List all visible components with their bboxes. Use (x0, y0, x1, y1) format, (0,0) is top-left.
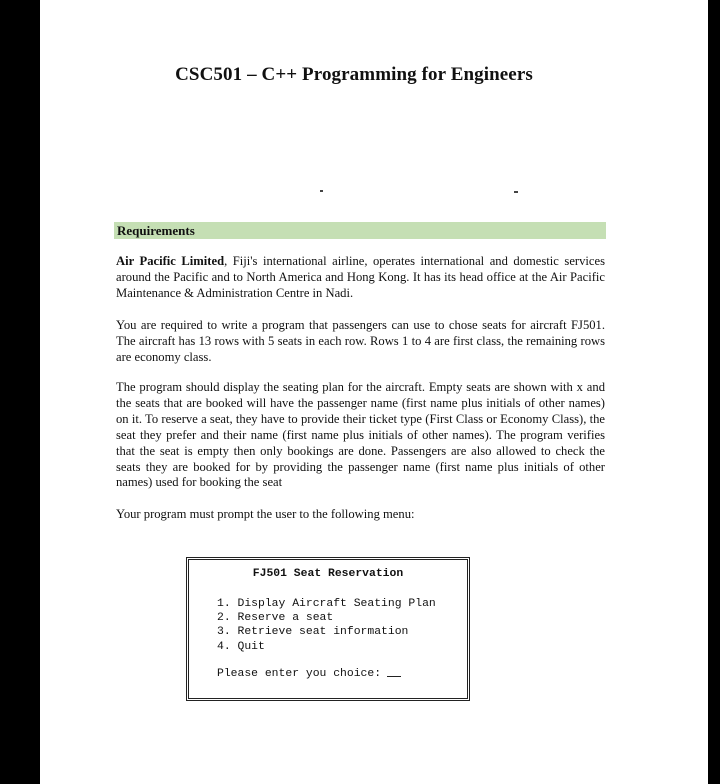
menu-item-reserve-seat: 2. Reserve a seat (217, 612, 334, 625)
input-cursor (387, 676, 401, 677)
menu-title: FJ501 Seat Reservation (252, 568, 404, 580)
menu-item-quit: 4. Quit (217, 640, 265, 653)
requirements-heading: Requirements (114, 222, 606, 239)
paragraph-program-behaviour: The program should display the seating plan for the aircraft. Empty seats are shown with x and the seats that are booked will have the passenger name (first name plus initials of other names) on it. To reserve a seat, they have to provide their ticket type (First Class or Economy Class), the seat they prefer and their name (first name plus initials of other names). The program verifies that the seat is empty then only bookings are done. Passengers are also allowed to check the seats they are booked for by providing the passenger name (first name plus initials of other names) used for booking the seat (116, 380, 605, 490)
menu-item-retrieve-info: 3. Retrieve seat information (217, 626, 409, 639)
airline-name: Air Pacific Limited (116, 254, 225, 268)
paragraph-menu-intro: Your program must prompt the user to the following menu: (116, 507, 415, 521)
menu-item-display-plan: 1. Display Aircraft Seating Plan (217, 598, 436, 610)
menu-prompt-text: Please enter you choice: (217, 668, 382, 680)
paragraph-program-task: You are required to write a program that passengers can use to chose seats for aircraft FJ501. The aircraft has 13 rows with 5 seats in each row. Rows 1 to 4 are first class, the remaining rows are economy class. (116, 318, 605, 364)
document-title: CSC501 – C++ Programming for Engineers (175, 64, 533, 85)
document-page (40, 0, 708, 784)
menu-box (186, 557, 470, 701)
paragraph-airline-intro (116, 254, 605, 302)
scan-mark (320, 190, 323, 192)
menu-list (217, 597, 436, 654)
menu-prompt (217, 668, 401, 680)
paragraph-airline-text: , Fiji's international airline, operates international and domestic services around the Pacific and to North America and Hong Kong. It has its head office at the Air Pacific Maintenance & Administration Centre in Nadi. (116, 254, 605, 300)
scan-mark (514, 191, 518, 193)
